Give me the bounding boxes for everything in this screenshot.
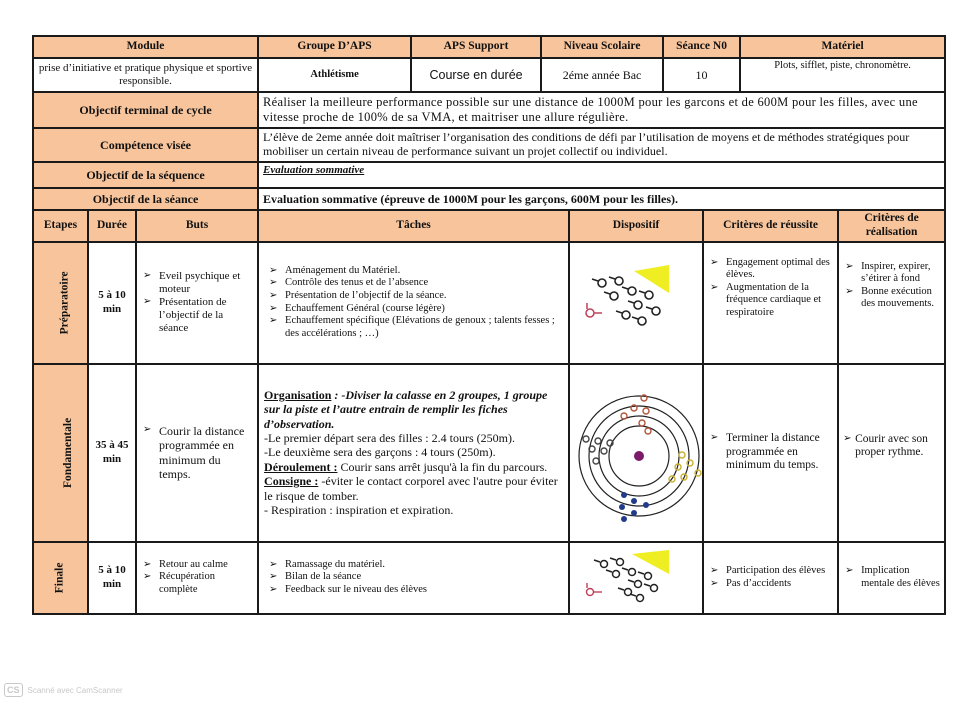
lesson-plan-sheet	[32, 35, 940, 615]
stage-goals	[136, 364, 258, 542]
task-consigne: Consigne : -éviter le contact corporel avec l'autre pour éviter le risque de tomber.	[264, 474, 558, 503]
objectif-terminal-row	[33, 92, 945, 128]
runners-yellow-group-icon	[669, 452, 701, 482]
stage-duration	[88, 542, 136, 614]
cooldown-group-sun-diagram	[574, 546, 704, 610]
running-track-diagram	[574, 383, 704, 523]
arrow-bullet-icon: ➢	[710, 256, 719, 268]
runners-gray-group-icon	[583, 436, 613, 464]
stage-dispositif	[569, 242, 703, 364]
objectif-terminal-label: Objectif terminal de cycle	[33, 92, 258, 128]
arrow-bullet-icon: ➢	[843, 432, 852, 444]
stage-duration	[88, 364, 136, 542]
center-marker-icon	[634, 451, 644, 461]
objectif-sequence-row	[33, 162, 945, 188]
stage-goals	[136, 242, 258, 364]
stage-tasks	[258, 364, 569, 542]
stages-header-row	[33, 210, 945, 242]
criteria-item: ➢ Engagement optimal des élèves.	[710, 256, 830, 281]
task-item: ➢ Bilan de la séance	[269, 571, 362, 583]
arrow-bullet-icon: ➢	[143, 571, 152, 583]
duration-value: 5 à 10	[98, 289, 126, 302]
runners-red-group-icon	[621, 395, 651, 434]
col-header-buts: Buts	[136, 210, 258, 242]
stage-duration	[88, 242, 136, 364]
students-group-icon	[594, 558, 658, 602]
watermark-text: Scanné avec CamScanner	[27, 685, 123, 695]
col-header-niveau: Niveau Scolaire	[541, 36, 663, 58]
task-deroulement: Déroulement : Courir sans arrêt jusqu'à la fin du parcours.	[264, 459, 548, 474]
criteria-item: ➢ Courir avec son proper rythme.	[843, 432, 928, 459]
arrow-bullet-icon: ➢	[269, 277, 278, 289]
objectif-sequence-text: Evaluation sommative	[263, 164, 365, 176]
col-header-taches: Tâches	[258, 210, 569, 242]
camscanner-logo-icon: CS	[4, 683, 23, 697]
stage-row-finale	[33, 542, 945, 614]
stage-execution-criteria	[838, 364, 945, 542]
task-item: ➢ Ramassage du matériel.	[269, 558, 386, 570]
module-value: prise d’initiative et pratique physique et sportive responsible.	[33, 58, 258, 92]
stage-row-fondamentale	[33, 364, 945, 542]
objectif-terminal-text: Réaliser la meilleure performance possible sur une distance de 1000M pour les garcons et de 600M pour les filles, avec une vitesse proche de 100% de sa VMA, et maitriser une allure régulière.	[258, 92, 945, 128]
col-header-duree: Durée	[88, 210, 136, 242]
stage-tasks	[258, 242, 569, 364]
arrow-bullet-icon: ➢	[710, 281, 719, 293]
col-header-etapes: Etapes	[33, 210, 88, 242]
criteria-item: ➢ Bonne exécution des mouvements.	[845, 285, 934, 310]
arrow-bullet-icon: ➢	[143, 269, 152, 281]
stage-name	[33, 542, 88, 614]
aps-support-value: Course en durée	[411, 58, 541, 92]
stage-name-text: Fondamentale	[62, 417, 75, 488]
arrow-bullet-icon: ➢	[269, 583, 278, 595]
stage-dispositif	[569, 542, 703, 614]
stage-success-criteria	[703, 242, 838, 364]
col-header-criteres-realisation: Critères de réalisation	[838, 210, 945, 242]
task-item: ➢ Contrôle des tenus et de l’absence	[269, 277, 429, 289]
goal-item: ➢ Courir la distance programmée en minimum du temps.	[143, 423, 245, 481]
duration-unit: min	[102, 452, 122, 465]
stage-success-criteria	[703, 364, 838, 542]
col-header-seance: Séance N0	[663, 36, 740, 58]
goal-item: ➢ Présentation de l’objectif de la séance	[143, 296, 227, 335]
task-item: ➢ Aménagement du Matériel.	[269, 264, 401, 276]
col-header-criteres-reussite: Critères de réussite	[703, 210, 838, 242]
sun-icon	[634, 265, 669, 293]
students-group-icon	[592, 277, 660, 325]
duration-unit: min	[102, 302, 122, 315]
stage-success-criteria	[703, 542, 838, 614]
arrow-bullet-icon: ➢	[845, 285, 854, 297]
criteria-item: ➢ Implication mentale des élèves	[845, 565, 940, 589]
criteria-item: ➢ Inspirer, expirer, s’étirer à fond	[845, 260, 931, 285]
warmup-group-sun-diagram	[574, 253, 704, 353]
task-line: -Le premier départ sera des filles : 2.4 tours (250m).	[264, 431, 515, 445]
col-header-dispositif: Dispositif	[569, 210, 703, 242]
competence-text: L’élève de 2eme année doit maîtriser l’organisation des conditions de défi par l’utilisation de moyens et de méthodes stratégiques pour mobiliser un certain niveau de performance suivant un projet collectif ou individuel.	[258, 128, 945, 162]
stage-name	[33, 242, 88, 364]
goal-item: ➢ Récupération complète	[143, 571, 215, 595]
stage-tasks	[258, 542, 569, 614]
task-line: -Le deuxième sera des garçons : 4 tours (250m).	[264, 445, 496, 460]
col-header-aps-support: APS Support	[411, 36, 541, 58]
competence-row	[33, 128, 945, 162]
header-row	[33, 36, 945, 58]
task-item: ➢ Echauffement spécifique (Elévations de genoux ; talents fesses ; des accélérations ; …)	[269, 315, 555, 339]
teacher-icon	[586, 303, 602, 317]
criteria-item: ➢ Pas d’accidents	[710, 577, 792, 589]
stage-name-text: Finale	[53, 562, 66, 593]
groupe-value: Athlétisme	[258, 58, 411, 92]
arrow-bullet-icon: ➢	[845, 565, 854, 576]
task-item: ➢ Présentation de l’objectif de la séance.	[269, 290, 447, 301]
objectif-sequence-label: Objectif de la séquence	[33, 162, 258, 188]
objectif-seance-row	[33, 188, 945, 210]
objectif-seance-label: Objectif de la séance	[33, 188, 258, 210]
niveau-value: 2éme année Bac	[541, 58, 663, 92]
arrow-bullet-icon: ➢	[143, 296, 152, 307]
arrow-bullet-icon: ➢	[269, 558, 278, 570]
criteria-item: ➢ Participation des élèves	[710, 565, 826, 576]
task-item: ➢ Echauffement Général (course légère)	[269, 302, 445, 314]
task-item: ➢ Feedback sur le niveau des élèves	[269, 583, 428, 595]
objectif-sequence-cell	[258, 162, 945, 188]
competence-label: Compétence visée	[33, 128, 258, 162]
arrow-bullet-icon: ➢	[143, 558, 152, 570]
goal-item: ➢ Retour au calme	[143, 558, 228, 570]
stage-execution-criteria	[838, 542, 945, 614]
goal-item: ➢ Eveil psychique et moteur	[143, 269, 241, 295]
task-line: - Respiration : inspiration et expiration.	[264, 502, 454, 517]
objectif-seance-text: Evaluation sommative (épreuve de 1000M pour les garçons, 600M pour les filles).	[258, 188, 945, 210]
criteria-item: ➢ Terminer la distance programmée en minimum du temps.	[710, 431, 820, 472]
teacher-icon	[587, 583, 603, 596]
arrow-bullet-icon: ➢	[710, 565, 719, 576]
materiel-value: Plots, sifflet, piste, chronomètre.	[740, 58, 945, 92]
arrow-bullet-icon: ➢	[269, 302, 278, 314]
stage-row-preparatoire	[33, 242, 945, 364]
arrow-bullet-icon: ➢	[269, 571, 278, 583]
arrow-bullet-icon: ➢	[269, 264, 278, 276]
arrow-bullet-icon: ➢	[710, 577, 719, 589]
criteria-item: ➢ Augmentation de la fréquence cardiaque et respiratoire	[710, 281, 822, 318]
stage-dispositif	[569, 364, 703, 542]
seance-value: 10	[663, 58, 740, 92]
stage-name	[33, 364, 88, 542]
arrow-bullet-icon: ➢	[710, 431, 719, 443]
duration-value: 5 à 10	[98, 564, 126, 577]
arrow-bullet-icon: ➢	[845, 260, 854, 272]
runners-blue-group-icon	[619, 492, 649, 522]
lesson-plan-table	[32, 35, 946, 615]
task-organisation: Organisation : -Diviser la calasse en 2 groupes, 1 groupe sur la piste et l’autre entrain de remplir les fiches d’observation.	[264, 387, 548, 431]
stage-goals	[136, 542, 258, 614]
col-header-module: Module	[33, 36, 258, 58]
col-header-materiel: Matériel	[740, 36, 945, 58]
scanner-watermark	[4, 683, 123, 697]
duration-unit: min	[102, 577, 122, 590]
duration-value: 35 à 45	[95, 439, 129, 452]
sun-icon	[632, 550, 669, 574]
header-values-row	[33, 58, 945, 92]
stage-name-text: Préparatoire	[58, 271, 71, 335]
arrow-bullet-icon: ➢	[269, 315, 278, 327]
arrow-bullet-icon: ➢	[143, 423, 152, 435]
arrow-bullet-icon: ➢	[269, 290, 278, 301]
stage-execution-criteria	[838, 242, 945, 364]
col-header-groupe: Groupe D’APS	[258, 36, 411, 58]
